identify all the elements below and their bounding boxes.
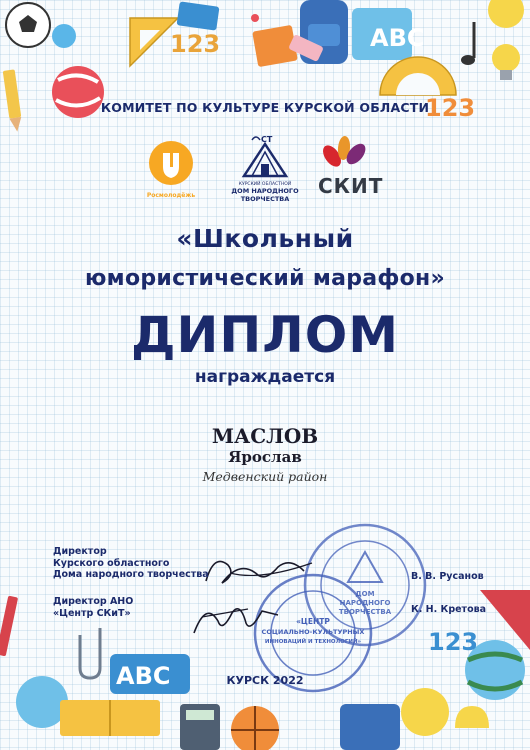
stamp1-line-3: ИННОВАЦИЙ И ТЕХНОЛОГИЙ»	[264, 639, 362, 645]
director2-block	[53, 596, 133, 619]
house-emblem-icon	[230, 132, 300, 178]
stamp2-line-1: ДОМ	[355, 590, 375, 598]
pencil-bottom-icon	[0, 596, 18, 657]
signature-rusanov	[200, 545, 320, 595]
director2-line-2: «Центр СКиТ»	[53, 607, 131, 619]
skit-wordmark: СКИТ	[318, 174, 384, 198]
recipient-district: Медвенский район	[202, 469, 328, 484]
paperclip-icon	[80, 628, 100, 678]
director1-line-3: Дома народного творчества	[53, 569, 209, 580]
recipient-surname: МАСЛОВ	[211, 424, 319, 448]
stamp1-line-2: СОЦИАЛЬНО-КУЛЬТУРНЫХ	[261, 628, 365, 636]
folk-house-caption-1: ДОМ НАРОДНОГО	[231, 187, 299, 195]
signature-kretova	[188, 595, 288, 639]
director1-name: В. В. Русанов	[411, 571, 484, 582]
director1-line-2: Курского областного	[53, 557, 170, 569]
title-line-2: юмористический марафон»	[84, 266, 446, 291]
number-bottom-right: 123	[428, 628, 479, 656]
skit-logo	[318, 134, 414, 198]
rosmolodezh-logo	[146, 140, 196, 204]
rosmolodezh-caption: Росмолодёжь	[146, 192, 196, 199]
book-icon	[177, 1, 220, 30]
number-top-left: 123	[170, 30, 221, 58]
director1-block	[53, 546, 209, 581]
abc-top-right: ABC	[370, 24, 425, 52]
director1-line-1: Директор	[53, 546, 107, 557]
title-line-1: «Школьный	[176, 224, 354, 253]
folk-house-caption-2: ТВОРЧЕСТВА	[240, 195, 290, 203]
director2-name: К. Н. Кретова	[411, 604, 487, 615]
lightbulb-icon	[492, 44, 520, 72]
folk-house-caption-small: КУРСКИЙ ОБЛАСТНОЙ	[238, 182, 292, 187]
awarded-label: награждается	[194, 367, 336, 387]
city-year: КУРСК 2022	[226, 674, 304, 687]
svg-text:СТ: СТ	[261, 135, 273, 144]
diploma-heading: ДИПЛОМ	[130, 306, 399, 364]
stamp2-line-2: НАРОДНОГО	[339, 599, 391, 607]
stamp2-line-3: ТВОРЧЕСТВА	[338, 608, 392, 616]
director2-line-1: Директор АНО	[53, 596, 134, 607]
lightbulb-bottom-icon	[455, 706, 489, 728]
abc-bottom-left: ABC	[116, 662, 171, 690]
number-top-right: 123	[425, 94, 476, 122]
skit-leaves-icon	[318, 134, 368, 168]
stamp1-line-1: «ЦЕНТР	[296, 617, 330, 626]
folk-house-logo	[230, 132, 300, 214]
recipient-first-name: Ярослав	[228, 448, 302, 466]
committee-heading: КОМИТЕТ ПО КУЛЬТУРЕ КУРСКОЙ ОБЛАСТИ	[100, 100, 430, 115]
